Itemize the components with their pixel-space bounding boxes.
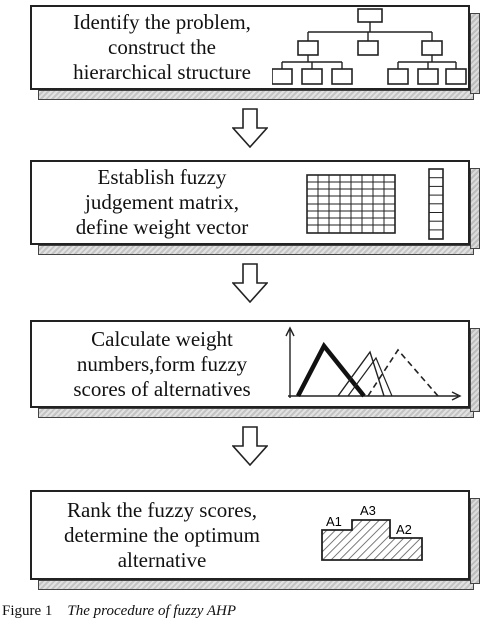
tree-root-node [358,9,382,22]
weight-vector-icon [428,168,444,240]
step-2-line-3: define weight vector [75,215,249,239]
step-3-line-2: numbers,form fuzzy [76,351,248,376]
step-4-text [42,492,282,578]
ranking-podium-icon [314,500,444,570]
step-1-line-3: hierarchical structure [73,60,251,84]
step-1-box [30,5,470,90]
hollow-down-arrow-icon [232,263,268,303]
fuzzy-triangle-thin-2 [348,358,392,396]
tree-leaf-2 [302,69,322,84]
step-3-line-3: scores of alternatives [73,376,251,401]
step-3-line-1: Calculate weight [91,326,233,351]
step-4-box [30,490,470,580]
step-2-text [42,162,282,243]
tree-leaf-3 [332,69,352,84]
step-1-text [42,7,282,88]
step-2-box [30,160,470,245]
fuzzy-axes [286,328,460,400]
fuzzy-triangle-dashed [368,350,438,396]
tree-mid-node-3 [422,41,442,55]
hollow-down-arrow-icon [232,426,268,466]
tree-leaf-4 [388,69,408,84]
triangular-fuzzy-numbers-icon [268,324,464,406]
tree-leaf-1 [272,69,292,84]
step-1-line-2: construct the [108,35,216,59]
tree-mid-node-1 [298,41,318,55]
hierarchy-tree-icon [272,7,468,89]
ranking-label-a2: A2 [396,522,412,537]
figure-title: The procedure of fuzzy AHP [67,603,237,619]
step-3-box [30,320,470,408]
ranking-label-a3: A3 [360,503,376,518]
figure-caption [2,603,236,620]
judgement-matrix-icon [306,174,396,234]
tree-mid-node-2 [358,41,378,55]
step-4-line-3: alternative [117,547,207,572]
step-2-line-2: judgement matrix, [85,190,239,214]
step-3-text [42,322,282,406]
step-1-line-1: Identify the problem, [73,10,251,34]
tree-leaf-5 [418,69,438,84]
step-4-line-2: determine the optimum [64,522,260,547]
step-2-line-1: Establish fuzzy [97,165,227,189]
hollow-down-arrow-icon [232,108,268,148]
figure-label: Figure 1 [2,603,53,619]
ranking-label-a1: A1 [326,514,342,529]
tree-leaf-6 [446,69,466,84]
step-4-line-1: Rank the fuzzy scores, [66,497,258,522]
